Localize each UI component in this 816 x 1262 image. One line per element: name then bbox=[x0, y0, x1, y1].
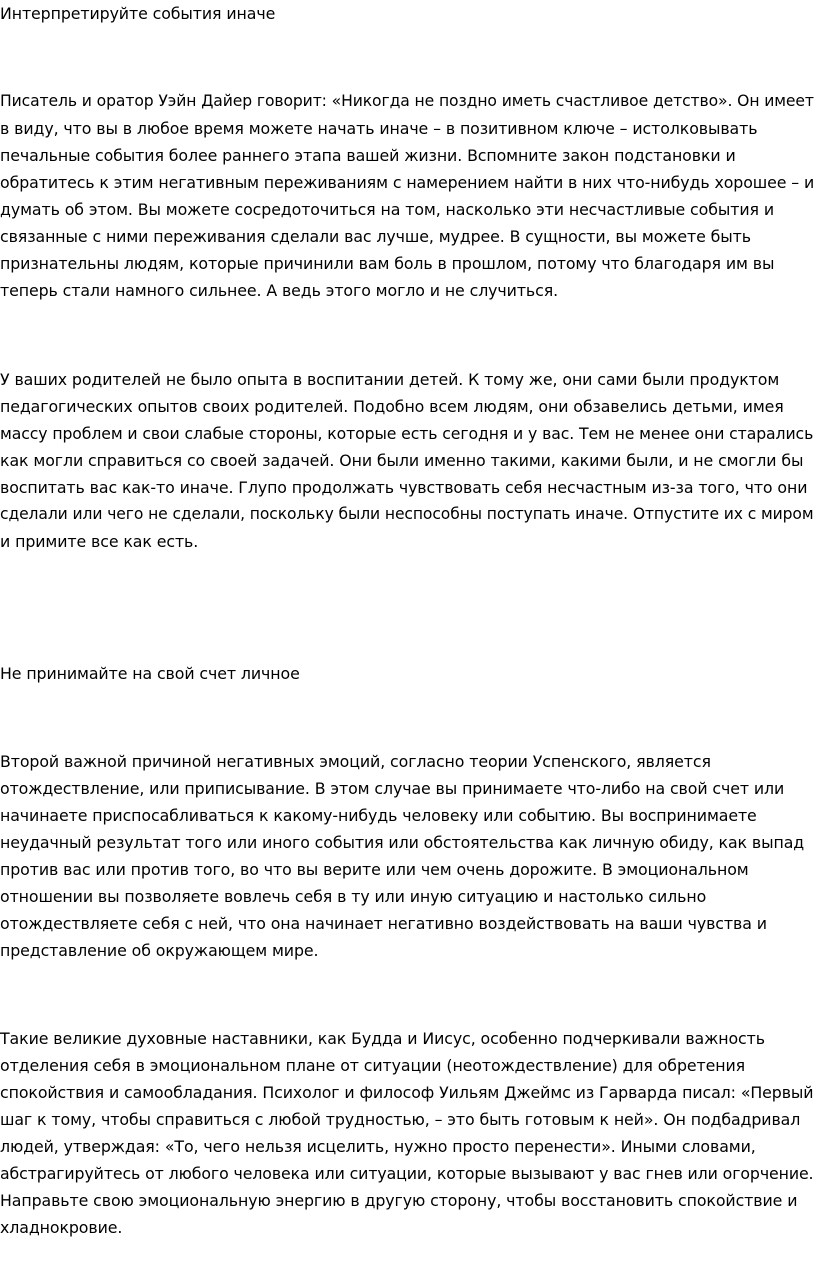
paragraph-line: связанные с ними переживания сделали вас лучше, мудрее. В сущности, вы можете быть bbox=[0, 227, 751, 246]
paragraph-line: спокойствия и самообладания. Психолог и философ Уильям Джеймс из Гарварда писал: «Первый bbox=[0, 1083, 814, 1102]
paragraph-line: людей, утверждая: «То, чего нельзя исцелить, нужно просто перенести». Иными словами, bbox=[0, 1137, 756, 1156]
paragraph-line: воспитать вас как-то иначе. Глупо продолжать чувствовать себя несчастным из-за того, что они bbox=[0, 478, 808, 497]
paragraph-line: Второй важной причиной негативных эмоций, согласно теории Успенского, является bbox=[0, 752, 711, 771]
paragraph-line: массу проблем и свои слабые стороны, которые есть сегодня и у вас. Тем не менее они старались bbox=[0, 424, 814, 443]
paragraph-line: как могли справиться со своей задачей. Они были именно такими, какими были, и не смогли бы bbox=[0, 451, 804, 470]
paragraph-line: обратитесь к этим негативным переживаниям с намерением найти в них что-нибудь хорошее – и bbox=[0, 173, 815, 192]
paragraph-line: Писатель и оратор Уэйн Дайер говорит: «Никогда не поздно иметь счастливое детство». Он имеет bbox=[0, 92, 814, 110]
paragraph-line: неудачный результат того или иного события или обстоятельства как личную обиду, как выпад bbox=[0, 833, 805, 852]
paragraph-line: представление об окружающем мире. bbox=[0, 941, 319, 960]
paragraph-line: признательны людям, которые причинили вам боль в прошлом, потому что благодаря им вы bbox=[0, 254, 775, 273]
paragraph-line: начинаете приспосабливаться к какому-нибудь человеку или событию. Вы воспринимаете bbox=[0, 806, 757, 825]
section-heading-interpret-events: Интерпретируйте события иначе bbox=[0, 4, 276, 23]
paragraph-line: шаг к тому, чтобы справиться с любой трудностью, – это быть готовым к ней». Он подбадривал bbox=[0, 1110, 801, 1129]
paragraph-line: и примите все как есть. bbox=[0, 532, 199, 551]
paragraph-line: печальные события более раннего этапа вашей жизни. Вспомните закон подстановки и bbox=[0, 146, 736, 165]
paragraph-line: против вас или против того, во что вы верите или чем очень дорожите. В эмоциональном bbox=[0, 860, 749, 879]
paragraph-line: отождествляете себя с ней, что она начинает негативно воздействовать на ваши чувства и bbox=[0, 914, 767, 933]
paragraph-line: думать об этом. Вы можете сосредоточиться на том, насколько эти несчастливые события и bbox=[0, 200, 774, 219]
paragraph-line: отделения себя в эмоциональном плане от ситуации (неотождествление) для обретения bbox=[0, 1056, 746, 1075]
paragraph-line: абстрагируйтесь от любого человека или ситуации, которые вызывают у вас гнев или огорчение. bbox=[0, 1164, 814, 1183]
section-heading-not-personal: Не принимайте на свой счет личное bbox=[0, 664, 300, 683]
paragraph-line: Направьте свою эмоциональную энергию в другую сторону, чтобы восстановить спокойствие и bbox=[0, 1191, 798, 1210]
paragraph-line: в виду, что вы в любое время можете начать иначе – в позитивном ключе – истолковывать bbox=[0, 119, 758, 138]
paragraph-line: сделали или чего не сделали, поскольку были неспособны поступать иначе. Отпустите их с миром bbox=[0, 505, 814, 523]
paragraph-line: хладнокровие. bbox=[0, 1218, 123, 1237]
paragraph-line: педагогических опытов своих родителей. Подобно всем людям, они обзавелись детьми, имея bbox=[0, 397, 784, 416]
paragraph-line: отождествление, или приписывание. В этом случае вы принимаете что-либо на свой счет или bbox=[0, 779, 785, 798]
paragraph-line: теперь стали намного сильнее. А ведь этого могло и не случиться. bbox=[0, 281, 559, 300]
paragraph-line: У ваших родителей не было опыта в воспитании детей. К тому же, они сами были продуктом bbox=[0, 370, 780, 389]
paragraph-line: отношении вы позволяете вовлечь себя в ту или иную ситуацию и настолько сильно bbox=[0, 887, 707, 906]
paragraph-line: Такие великие духовные наставники, как Будда и Иисус, особенно подчеркивали важность bbox=[0, 1029, 765, 1048]
